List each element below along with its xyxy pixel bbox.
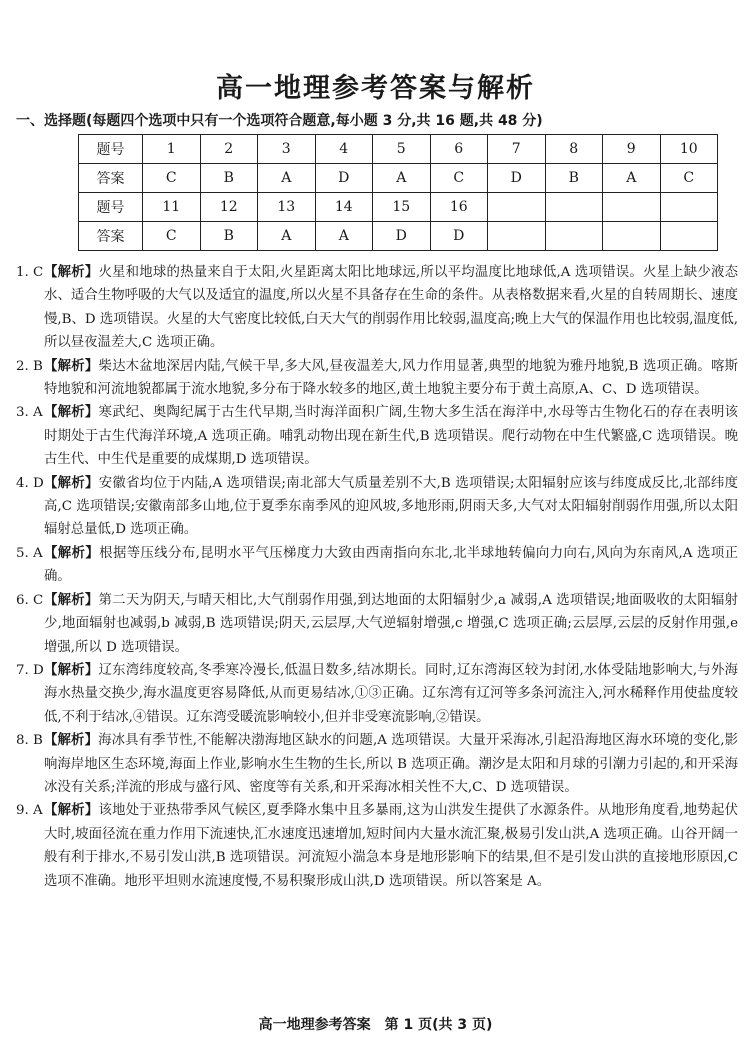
analysis-tag: 【解析】	[44, 404, 99, 421]
question-cell: 16	[430, 193, 488, 222]
question-cell	[660, 193, 718, 222]
answer-cell: A	[315, 222, 373, 251]
explanation-item	[16, 355, 738, 402]
question-cell	[488, 193, 546, 222]
explanation-item	[16, 472, 738, 542]
question-cell: 13	[258, 193, 316, 222]
explanation-item	[16, 401, 738, 471]
item-number: 2. B	[16, 358, 43, 374]
analysis-tag: 【解析】	[44, 802, 99, 819]
question-cell: 6	[430, 135, 488, 164]
question-cell: 2	[200, 135, 258, 164]
analysis-tag: 【解析】	[44, 732, 99, 749]
question-cell: 12	[200, 193, 258, 222]
answer-table	[78, 134, 718, 251]
answer-cell: D	[373, 222, 431, 251]
item-text: 根据等压线分布,昆明水平气压梯度力大致由西南指向东北,北半球地转偏向力向右,风向为东南风,A 选项正确。	[44, 545, 738, 585]
answer-cell	[603, 222, 661, 251]
item-text: 火星和地球的热量来自于太阳,火星距离太阳比地球远,所以平均温度比地球低,A 选项错误。火星上缺少液态水、适合生物呼吸的大气以及适宜的温度,所以火星不具备存在生命的条件。从表格数据来看,火星的自转周期长、速度慢,B、D 选项错误。火星的大气密度比较低,白天大气的削弱作用比较弱,温度高;晚上大气的保温作用也比较弱,温度低,所以昼夜温差大,C 选项正确。	[44, 265, 738, 351]
item-number: 6. C	[16, 592, 44, 608]
question-cell: 3	[258, 135, 316, 164]
item-text: 海冰具有季节性,不能解决渤海地区缺水的问题,A 选项错误。大量开采海冰,引起沿海地区海水环境的变化,影响海岸地区生态环境,海面上作业,影响水生生物的生长,所以 B 选项正确。潮汐是太阳和月球的引潮力引起的,和开采海冰没有关系;洋流的形成与盛行风、密度等有关系,和开采海冰相关性不大,C、D 选项错误。	[44, 733, 738, 795]
analysis-tag: 【解析】	[44, 474, 99, 491]
analysis-tag: 【解析】	[44, 357, 99, 374]
answer-cell: C	[143, 222, 201, 251]
item-number: 9. A	[16, 803, 43, 819]
question-row	[79, 193, 718, 222]
answer-cell	[488, 222, 546, 251]
item-number: 5. A	[16, 545, 43, 561]
item-text: 第二天为阴天,与晴天相比,大气削弱作用强,到达地面的太阳辐射少,a 减弱,A 选项错误;地面吸收的太阳辐射少,地面辐射也减弱,b 减弱,B 选项错误;阴天,云层厚,大气逆辐射增强,c 增强,C 选项正确;云层厚,云层的反射作用强,e 增强,所以 D 选项错误。	[44, 592, 738, 655]
item-number: 8. B	[16, 733, 43, 749]
item-text: 该地处于亚热带季风气候区,夏季降水集中且多暴雨,这为山洪发生提供了水源条件。从地形角度看,地势起伏大时,坡面径流在重力作用下流速快,汇水速度迅速增加,短时间内大量水流汇聚,极易引发山洪,A 选项正确。山谷开阔一般有利于排水,不易引发山洪,B 选项错误。河流短小湍急本身是地形影响下的结果,但不是引发山洪的直接地形原因,C 选项不准确。地形平坦则水流速度慢,不易积聚形成山洪,D 选项错误。所以答案是 A。	[44, 803, 738, 889]
answer-cell: C	[660, 164, 718, 193]
explanation-item	[16, 729, 738, 799]
answer-cell: D	[430, 222, 488, 251]
answer-row	[79, 164, 718, 193]
item-text: 辽东湾纬度较高,冬季寒冷漫长,低温日数多,结冰期长。同时,辽东湾海区较为封闭,水体受陆地影响大,与外海海水热量交换少,海水温度更容易降低,从而更易结冰,①③正确。辽东湾有辽河等多条河流注入,河水稀释作用使盐度较低,不利于结冰,④错误。辽东湾受暖流影响较小,但并非受寒流影响,②错误。	[44, 662, 738, 725]
item-text: 柴达木盆地深居内陆,气候干旱,多大风,昼夜温差大,风力作用显著,典型的地貌为雅丹地貌,B 选项正确。喀斯特地貌和河流地貌都属于流水地貌,多分布于降水较多的地区,黄土地貌主要分布于黄土高原,A、C、D 选项错误。	[44, 358, 739, 398]
question-row	[79, 135, 718, 164]
analysis-tag: 【解析】	[44, 661, 99, 678]
answer-cell: B	[200, 164, 258, 193]
answer-row-label: 答案	[79, 222, 143, 251]
explanation-item	[16, 261, 738, 355]
answer-cell: C	[143, 164, 201, 193]
question-cell: 7	[488, 135, 546, 164]
answer-cell: A	[258, 164, 316, 193]
answer-cell: A	[258, 222, 316, 251]
answer-cell	[545, 222, 603, 251]
question-cell	[545, 193, 603, 222]
item-number: 1. C	[16, 265, 44, 280]
question-cell: 1	[143, 135, 201, 164]
answer-cell: D	[315, 164, 373, 193]
question-cell	[603, 193, 661, 222]
explanation-item	[16, 589, 738, 659]
item-text: 安徽省均位于内陆,A 选项错误;南北部大气质量差别不大,B 选项错误;太阳辐射应该与纬度成反比,北部纬度高,C 选项错误;安徽南部多山地,位于夏季东南季风的迎风坡,多地形雨,阴雨天多,大气对太阳辐射削弱作用强,所以太阳辐射总量低,D 选项正确。	[44, 475, 738, 538]
item-number: 7. D	[16, 662, 44, 678]
page-footer: 高一地理参考答案 第 1 页(共 3 页)	[258, 1017, 493, 1033]
answer-cell: A	[603, 164, 661, 193]
explanation-item	[16, 659, 738, 729]
analysis-tag: 【解析】	[44, 544, 100, 561]
explanation-list	[16, 261, 738, 893]
question-cell: 11	[143, 193, 201, 222]
question-cell: 14	[315, 193, 373, 222]
explanation-item	[16, 542, 738, 589]
question-row-label: 题号	[79, 193, 143, 222]
item-number: 4. D	[16, 475, 44, 491]
item-text: 寒武纪、奥陶纪属于古生代早期,当时海洋面积广阔,生物大多生活在海洋中,水母等古生物化石的存在表明该时期处于古生代海洋环境,A 选项正确。哺乳动物出现在新生代,B 选项错误。爬行动物在中生代繁盛,C 选项错误。晚古生代、中生代是重要的成煤期,D 选项错误。	[44, 405, 738, 468]
answer-cell: D	[488, 164, 546, 193]
answer-cell	[660, 222, 718, 251]
answer-cell: C	[430, 164, 488, 193]
answer-cell: B	[200, 222, 258, 251]
explanation-item	[16, 799, 738, 893]
answer-row	[79, 222, 718, 251]
page-title: 高一地理参考答案与解析	[216, 73, 535, 104]
question-cell: 8	[545, 135, 603, 164]
question-row-label: 题号	[79, 135, 143, 164]
question-cell: 10	[660, 135, 718, 164]
question-cell: 9	[603, 135, 661, 164]
section-heading: 一、选择题(每题四个选项中只有一个选项符合题意,每小题 3 分,共 16 题,共 48 分)	[16, 113, 543, 129]
answer-cell: A	[373, 164, 431, 193]
analysis-tag: 【解析】	[44, 591, 99, 608]
analysis-tag: 【解析】	[44, 264, 99, 280]
question-cell: 4	[315, 135, 373, 164]
question-cell: 5	[373, 135, 431, 164]
question-cell: 15	[373, 193, 431, 222]
answer-cell: B	[545, 164, 603, 193]
item-number: 3. A	[16, 405, 43, 421]
answer-row-label: 答案	[79, 164, 143, 193]
